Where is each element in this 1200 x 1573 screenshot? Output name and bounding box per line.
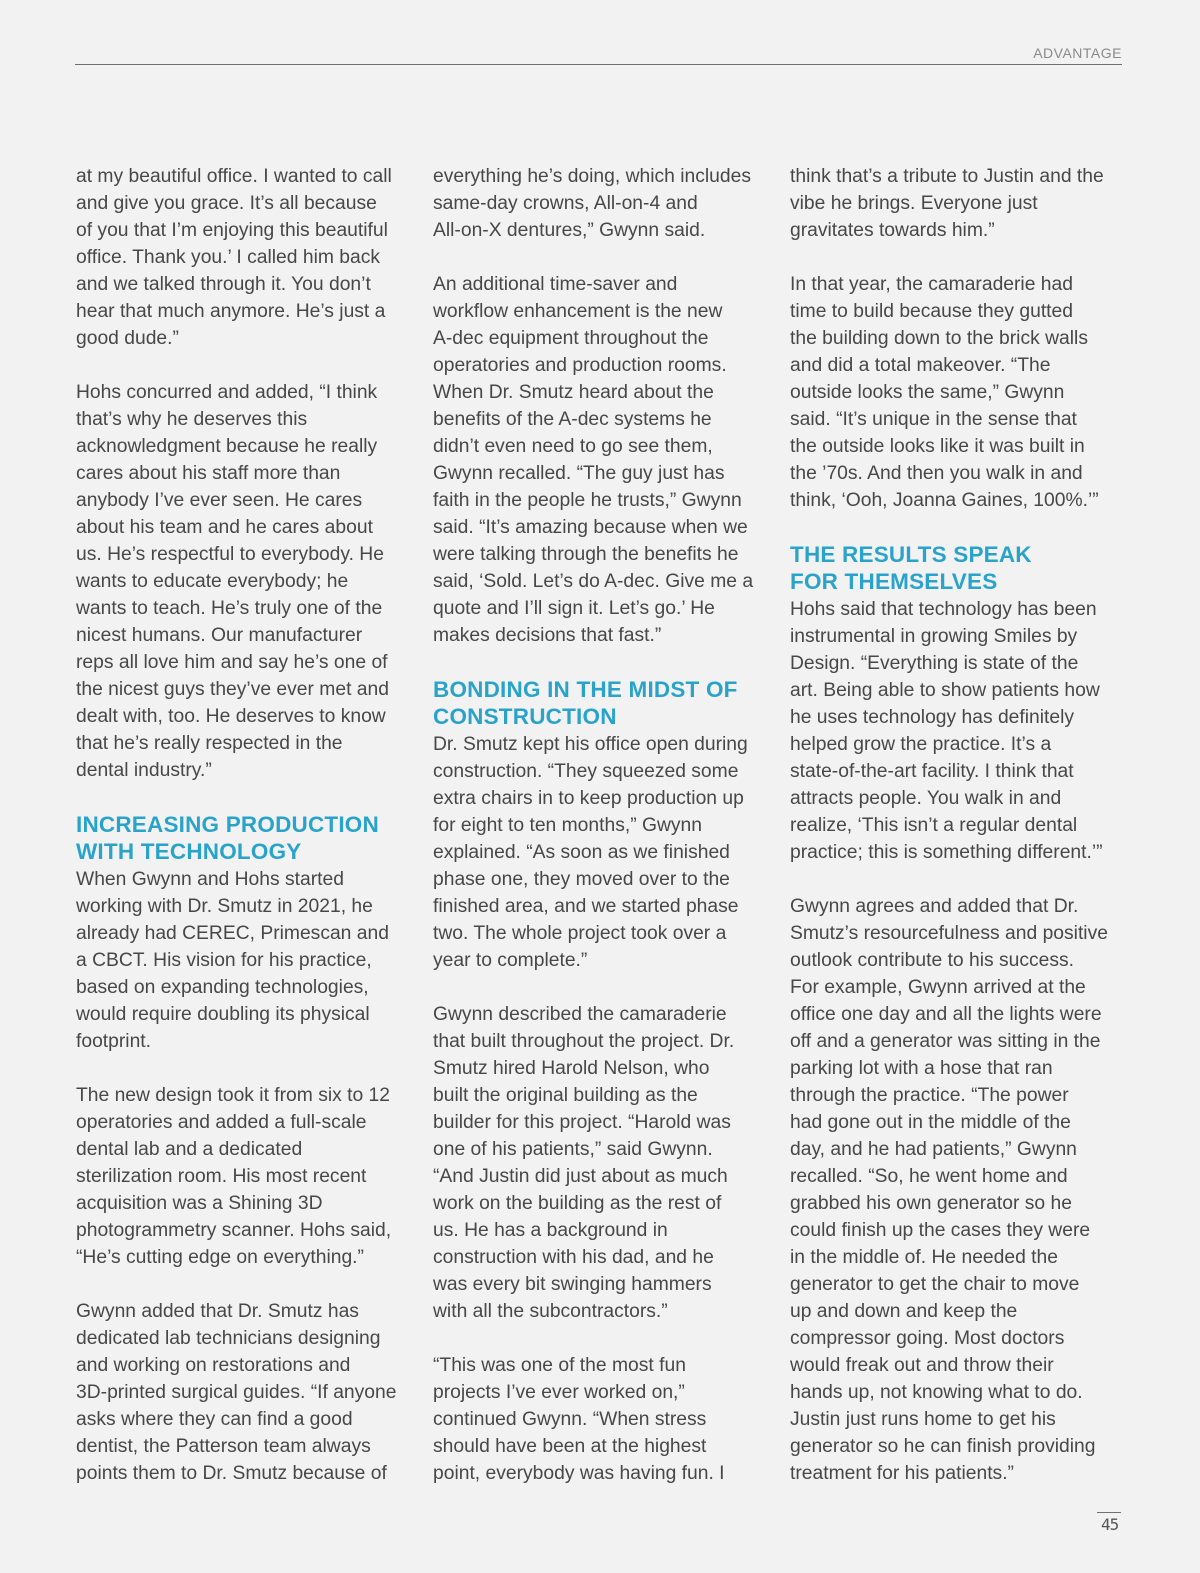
page-number: 45: [1101, 1515, 1119, 1534]
section-label: ADVANTAGE: [1033, 45, 1122, 61]
paragraph: Dr. Smutz kept his office open during construction. “They squeezed some extra chairs in to keep production up for eight to ten months,” Gwynn explained. “As soon as we finished phase one, they moved over to the finished area, and we started phase two. The whole project took over a year to complete.”: [433, 734, 748, 971]
paragraph: Gwynn agrees and added that Dr. Smutz’s resourcefulness and positive outlook contribute to his success. For example, Gwynn arrived at the office one day and all the lights were off and a generator was sitting in the parking lot with a hose that ran through the practice. “The power had gone out in the middle of the day, and he had patients,” Gwynn recalled. “So, he went home and grabbed his own generator so he could finish up the cases they were in the middle of. He needed the generator to get the chair to move up and down and keep the compressor going. Most doctors would freak out and throw their hands up, not knowing what to do. Justin just runs home to get his generator so he can finish providing treatment for his patients.”: [790, 896, 1108, 1484]
paragraph: think that’s a tribute to Justin and the vibe he brings. Everyone just gravitates towards him.”: [790, 166, 1104, 241]
paragraph: “This was one of the most fun projects I’ve ever worked on,” continued Gwynn. “When stress should have been at the highest point, everybody was having fun. I: [433, 1355, 725, 1484]
article-column-1: [76, 163, 416, 1487]
paragraph: An additional time-saver and workflow enhancement is the new A-dec equipment throughout the operatories and production rooms. When Dr. Smutz heard about the benefits of the A-dec systems he didn’t even need to go see them, Gwynn recalled. “The guy just has faith in the people he trusts,” Gwynn said. “It’s amazing because when we were talking through the benefits he said, ‘Sold. Let’s do A-dec. Give me a quote and I’ll sign it. Let’s go.’ He makes decisions that fast.”: [433, 274, 754, 646]
paragraph: everything he’s doing, which includes same-day crowns, All-on-4 and All-on-X dentures,” Gwynn said.: [433, 166, 751, 241]
paragraph: When Gwynn and Hohs started working with Dr. Smutz in 2021, he already had CEREC, Primescan and a CBCT. His vision for his practice, based on expanding technologies, would require doubling its physical footprint.: [76, 869, 389, 1052]
paragraph: at my beautiful office. I wanted to call and give you grace. It’s all because of you that I’m enjoying this beautiful office. Thank you.’ I called him back and we talked through it. You don’t hear that much anymore. He’s just a good dude.”: [76, 166, 392, 349]
header-rule: [75, 64, 1122, 65]
paragraph: Hohs concurred and added, “I think that’s why he deserves this acknowledgment because he really cares about his staff more than anybody I’ve ever seen. He cares about his team and he cares about us. He’s respectful to everybody. He wants to educate everybody; he wants to teach. He’s truly one of the nicest humans. Our manufacturer reps all love him and say he’s one of the nicest guys they’ve ever met and dealt with, too. He deserves to know that he’s really respected in the dental industry.”: [76, 382, 389, 781]
section-heading: BONDING IN THE MIDST OF CONSTRUCTION: [433, 677, 738, 729]
paragraph: Gwynn added that Dr. Smutz has dedicated lab technicians designing and working on restorations and 3D-printed surgical guides. “If anyone asks where they can find a good dentist, the Patterson team always points them to Dr. Smutz because of: [76, 1301, 397, 1484]
section-heading: INCREASING PRODUCTION WITH TECHNOLOGY: [76, 812, 379, 864]
section-heading: THE RESULTS SPEAK FOR THEMSELVES: [790, 542, 1032, 594]
article-column-2: [433, 163, 773, 1487]
paragraph: Hohs said that technology has been instrumental in growing Smiles by Design. “Everything is state of the art. Being able to show patients how he uses technology has definitely helped grow the practice. It’s a state-of-the-art facility. I think that attracts people. You walk in and realize, ‘This isn’t a regular dental practice; this is something different.’”: [790, 599, 1103, 863]
paragraph: The new design took it from six to 12 operatories and added a full-scale dental lab and a dedicated sterilization room. His most recent acquisition was a Shining 3D photogrammetry scanner. Hohs said, “He’s cutting edge on everything.”: [76, 1085, 392, 1268]
paragraph: Gwynn described the camaraderie that built throughout the project. Dr. Smutz hired Harold Nelson, who built the original building as the builder for this project. “Harold was one of his patients,” said Gwynn. “And Justin did just about as much work on the building as the rest of us. He has a background in construction with his dad, and he was every bit swinging hammers with all the subcontractors.”: [433, 1004, 735, 1322]
article-column-3: [790, 163, 1130, 1487]
folio-rule: [1097, 1512, 1121, 1513]
paragraph: In that year, the camaraderie had time to build because they gutted the building down to the brick walls and did a total makeover. “The outside looks the same,” Gwynn said. “It’s unique in the sense that the outside looks like it was built in the ’70s. And then you walk in and think, ‘Ooh, Joanna Gaines, 100%.’”: [790, 274, 1099, 511]
